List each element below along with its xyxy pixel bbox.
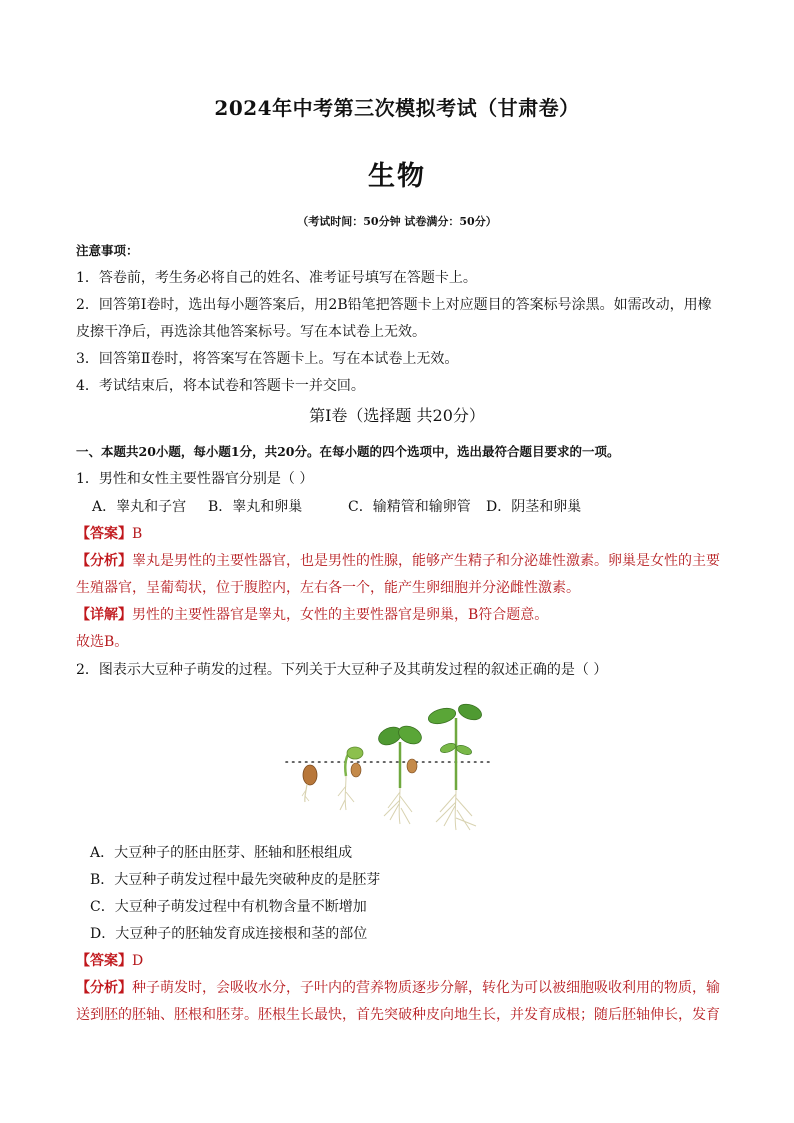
note-item-3: 3．回答第Ⅱ卷时，将答案写在答题卡上。写在本试卷上无效。 [76,351,459,367]
section-instructions: 一、本题共20小题，每小题1分，共20分。在每小题的四个选项中，选出最符合题目要求的一项。 [76,444,620,459]
note-item-2: 2．回答第Ⅰ卷时，选出每小题答案后，用2B铅笔把答题卡上对应题目的答案标号涂黑。如需改动，用橡 [76,297,712,313]
answer-value: D [132,953,144,969]
note-item-2-cont: 皮擦干净后，再选涂其他答案标号。写在本试卷上无效。 [76,324,426,340]
answer-value: B [132,526,143,542]
q2-option-c: C．大豆种子萌发过程中有机物含量不断增加 [90,899,367,915]
seed-stage-3 [376,723,425,824]
section-title: 第Ⅰ卷（选择题 共20分） [309,406,485,425]
q1-option-a: A．睾丸和子宫 [92,499,187,515]
q1-detail [76,605,548,625]
analysis-label: 【分析】 [76,553,132,569]
q2-answer [76,951,143,971]
seed-stage-2 [338,747,363,810]
q2-option-b: B．大豆种子萌发过程中最先突破种皮的是胚芽 [90,872,381,888]
exam-title: 2024年中考第三次模拟考试（甘肃卷） [214,96,580,120]
exam-info: （考试时间：50分钟 试卷满分：50分） [297,215,497,228]
q1-option-c: C．输精管和输卵管 [348,499,471,515]
q2-option-d: D．大豆种子的胚轴发育成连接根和茎的部位 [90,926,368,942]
q2-stem: 2．图表示大豆种子萌发的过程。下列关于大豆种子及其萌发过程的叙述正确的是（ ） [76,662,608,678]
soybean-germination-illustration [280,700,500,835]
q2-analysis [76,978,720,998]
answer-label: 【答案】 [76,953,132,969]
seed-stage-1 [302,765,317,802]
q1-option-b: B．睾丸和卵巢 [208,499,303,515]
analysis-label: 【分析】 [76,980,132,996]
note-item-1: 1．答卷前，考生务必将自己的姓名、准考证号填写在答题卡上。 [76,270,477,286]
detail-text: 男性的主要性器官是睾丸，女性的主要性器官是卵巢，B符合题意。 [132,607,549,623]
notes-heading: 注意事项： [76,243,139,258]
seed-stage-4 [427,701,484,830]
q2-option-a: A．大豆种子的胚由胚芽、胚轴和胚根组成 [90,845,353,861]
q1-option-d: D．阴茎和卵巢 [486,499,582,515]
analysis-text: 种子萌发时，会吸收水分，子叶内的营养物质逐步分解，转化为可以被细胞吸收利用的物质，输 [132,980,720,996]
subject-title: 生物 [368,161,426,192]
q1-conclusion: 故选B。 [76,634,129,650]
q2-analysis-cont: 送到胚的胚轴、胚根和胚芽。胚根生长最快，首先突破种皮向地生长，并发育成根；随后胚轴伸长，发育 [76,1007,720,1023]
answer-label: 【答案】 [76,526,132,542]
q1-analysis-cont: 生殖器官，呈葡萄状，位于腹腔内，左右各一个，能产生卵细胞并分泌雌性激素。 [76,580,580,596]
analysis-text: 睾丸是男性的主要性器官，也是男性的性腺，能够产生精子和分泌雄性激素。卵巢是女性的主要 [132,553,720,569]
q1-stem: 1．男性和女性主要性器官分别是（ ） [76,471,314,487]
note-item-4: 4．考试结束后，将本试卷和答题卡一并交回。 [76,378,365,394]
q1-analysis [76,551,720,571]
detail-label: 【详解】 [76,607,132,623]
q1-answer [76,524,142,544]
